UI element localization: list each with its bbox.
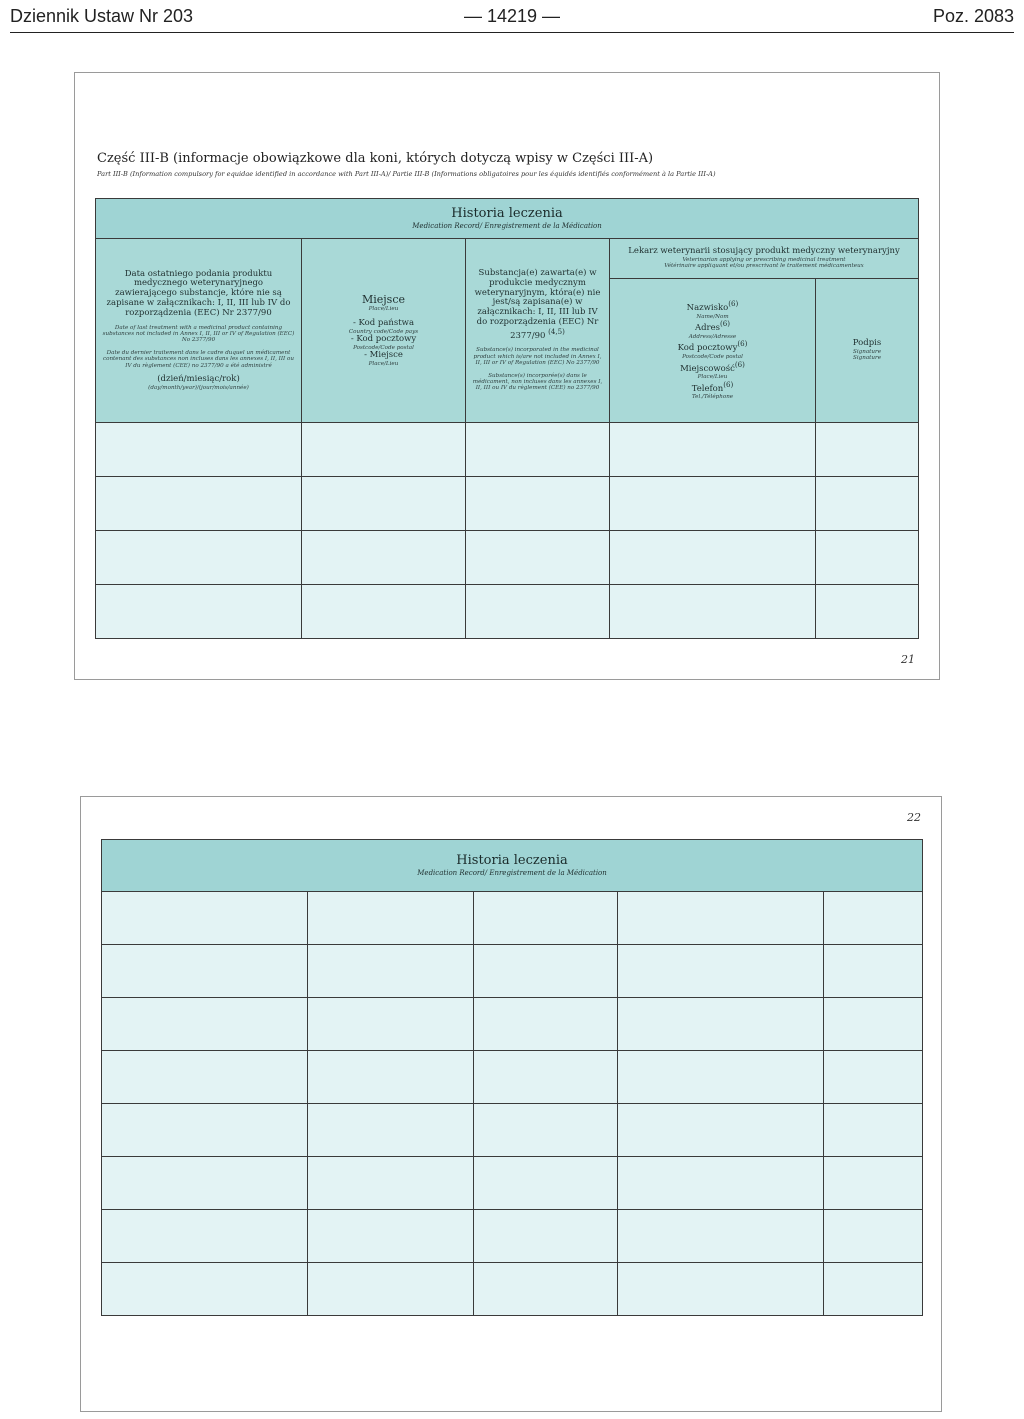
entry-cell[interactable] [824,1157,923,1210]
vet-phone-en: Tel./Téléphone [691,394,734,401]
vet-header-en: Veterinarian applying or prescribing medicinal treatment [682,256,846,263]
date-format-en: (day/month/year)/(jour/mois/année) [148,384,249,391]
entry-cell[interactable] [824,945,923,998]
entry-cell[interactable] [308,1051,474,1104]
vet-address-pl: Adres [694,323,720,334]
place-pl: - Miejsce [364,350,403,361]
signature-en: Signature [853,348,882,355]
entry-cell[interactable] [308,945,474,998]
entry-cell[interactable] [618,1263,824,1316]
postcode-en: Postcode/Code postal [353,344,414,351]
date-header-en: Date of last treatment with a medicinal product containing substances not included in Annex I, II, III or IV of Regulation (EEC) No 2377/90 [102,324,295,344]
table-row [102,1157,923,1210]
entry-cell[interactable] [474,892,618,945]
substance-header-pl: Substancja(e) zawarta(e) w produkcie medycznym weterynaryjnym, która(e) nie jest/są zapisana(e) w załącznikach: I, II, III lub IV do rozporządzenia (EEC) Nr 2377/90 $^{(4,5)}$ [474,268,601,341]
entry-cell-vet[interactable] [610,531,816,585]
entry-cell[interactable] [618,1104,824,1157]
table-row [96,423,919,477]
date-header-pl: Data ostatniego podania produktu medycznego weterynaryjnego zawierającego substancje, które nie są zapisane w załącznikach: I, II, III lub IV do rozporządzenia (EEC) Nr 2377/90 [106,268,291,318]
entry-cell[interactable] [102,1263,308,1316]
table-title-band [102,840,923,892]
table-row [102,1104,923,1157]
entry-cell[interactable] [824,1263,923,1316]
place-header-en: Place/Lieu [368,306,399,313]
postcode-pl: - Kod pocztowy [350,333,417,344]
entry-cell[interactable] [474,1051,618,1104]
entry-cell[interactable] [102,1051,308,1104]
signature-fr: Signature [853,355,882,362]
entry-cell[interactable] [474,1157,618,1210]
entry-cell[interactable] [618,998,824,1051]
entry-cell[interactable] [824,1104,923,1157]
entry-cell[interactable] [102,945,308,998]
place-en: Place/Lieu [368,360,399,367]
entry-cell[interactable] [474,998,618,1051]
entry-cell[interactable] [308,1104,474,1157]
place-header-pl: Miejsce [361,292,406,306]
entry-cell-substance[interactable] [466,477,610,531]
entry-cell-place[interactable] [302,423,466,477]
entry-cell[interactable] [824,1051,923,1104]
substance-header-en: Substance(s) incorporated in the medicinal product which is/are not included in Annex I, II, III or IV of Regulation (EEC) No 2377/90 [473,347,602,367]
entry-cell[interactable] [308,998,474,1051]
entry-cell[interactable] [824,1210,923,1263]
table-row [102,998,923,1051]
entry-cell-date[interactable] [96,585,302,639]
journal-title: Dziennik Ustaw Nr 203 [10,6,194,26]
entry-cell[interactable] [618,1210,824,1263]
substance-column-header [466,239,610,423]
substance-header-fr: Substance(s) incorporée(s) dans le médicament, non incluses dans les annexes I, II, III ou IV du règlement (CEE) no 2377/90 [472,372,603,392]
vet-name-pl: Nazwisko [686,303,729,314]
entry-cell-date[interactable] [96,423,302,477]
entry-cell-date[interactable] [96,477,302,531]
country-code-pl: - Kod państwa [352,317,415,328]
table-row [96,531,919,585]
country-code-en: Country code/Code pays [348,328,419,335]
page-number: 22 [907,811,921,824]
entry-cell[interactable] [308,892,474,945]
date-column-header [96,239,302,423]
medication-record-table-2 [101,839,923,1316]
vet-name-en: Name/Nom [696,314,729,321]
date-format-pl: (dzień/miesiąc/rok) [157,374,240,385]
entry-cell[interactable] [824,892,923,945]
table-row [102,1263,923,1316]
entry-cell[interactable] [474,1210,618,1263]
passport-page-22 [80,796,942,1412]
signature-header [816,279,919,423]
entry-cell[interactable] [308,1210,474,1263]
entry-cell-vet[interactable] [610,585,816,639]
page-header [10,6,1014,30]
place-column-header [302,239,466,423]
entry-cell-vet[interactable] [610,423,816,477]
entry-cell-substance[interactable] [466,531,610,585]
substance-footnote: (4,5) [548,326,565,336]
vet-header-pl: Lekarz weterynarii stosujący produkt medyczny weterynaryjny [628,246,900,257]
entry-cell[interactable] [102,1210,308,1263]
entry-cell[interactable] [824,998,923,1051]
entry-cell[interactable] [474,1263,618,1316]
part-subtitle: Part III-B (Information compulsory for equidae identified in accordance with Part III-A)/ Partie III-B (Informations obligatoires pour les équidés identifiés conformément à la Partie III-A) [97,170,716,178]
entry-cell[interactable] [102,892,308,945]
table-row [102,945,923,998]
entry-cell-vet[interactable] [610,477,816,531]
vet-address-en: Address/Adresse [688,334,737,341]
medication-record-table-1 [95,198,919,639]
entry-cell[interactable] [102,1104,308,1157]
entry-cell-place[interactable] [302,477,466,531]
entry-cell[interactable] [102,998,308,1051]
vet-column-header [610,239,919,279]
entry-cell[interactable] [618,1157,824,1210]
entry-cell-substance[interactable] [466,423,610,477]
table-title: Historia leczenia [451,206,563,221]
vet-header-fr: Vétérinaire appliquant et/ou prescrivant le traitement médicamenteux [664,263,864,270]
vet-phone-pl: Telefon [691,383,724,394]
entry-cell-substance[interactable] [466,585,610,639]
table-title: Historia leczenia [456,853,568,868]
table-title-translation: Medication Record/ Enregistrement de la Médication [412,221,602,230]
table-title-band [96,199,919,239]
vet-postcode-pl: Kod pocztowy [677,343,738,354]
header-rule [10,32,1014,33]
table-row [102,892,923,945]
table-row [96,585,919,639]
passport-page-21 [74,72,940,680]
vet-details-header: Nazwisko$^{(6)}$ Name/Nom Adres$^{(6)}$ Address/Adresse Kod pocztowy$^{(6)}$ Postcode/Code postal Miejscowość$^{(6)}$ Place/Lieu Telefon$^{(6)}$ Tel./Téléphone [610,279,816,423]
entry-cell-signature[interactable] [816,477,919,531]
entry-cell-signature[interactable] [816,423,919,477]
entry-cell-signature[interactable] [816,531,919,585]
table-row [96,477,919,531]
entry-cell[interactable] [102,1157,308,1210]
entry-cell-place[interactable] [302,531,466,585]
entry-cell[interactable] [474,945,618,998]
signature-pl: Podpis [852,338,882,349]
entry-cell[interactable] [308,1157,474,1210]
entry-cell-date[interactable] [96,531,302,585]
entry-cell[interactable] [618,1051,824,1104]
entry-cell[interactable] [474,1104,618,1157]
entry-cell-signature[interactable] [816,585,919,639]
table-title-translation: Medication Record/ Enregistrement de la Médication [417,868,607,877]
entry-cell[interactable] [618,945,824,998]
entry-cell-place[interactable] [302,585,466,639]
entry-cell[interactable] [308,1263,474,1316]
vet-postcode-en: Postcode/Code postal [682,354,743,361]
part-title: Część III-B (informacje obowiązkowe dla koni, których dotyczą wpisy w Części III-A) [97,151,654,166]
position-number: Poz. 2083 [932,6,1014,26]
table-row [102,1210,923,1263]
vet-locality-pl: Miejscowość [680,363,735,374]
vet-locality-en: Place/Lieu [697,374,728,381]
date-header-fr: Date du dernier traitement dans le cadre duquel un médicament contenant des substances non incluses dans les annexes I, II, III ou IV du règlement (CEE) no 2377/90 a été administré [102,349,295,369]
table-row [102,1051,923,1104]
page-number: 21 [901,653,915,666]
entry-cell[interactable] [618,892,824,945]
page-number-header: — 14219 — [463,6,561,26]
